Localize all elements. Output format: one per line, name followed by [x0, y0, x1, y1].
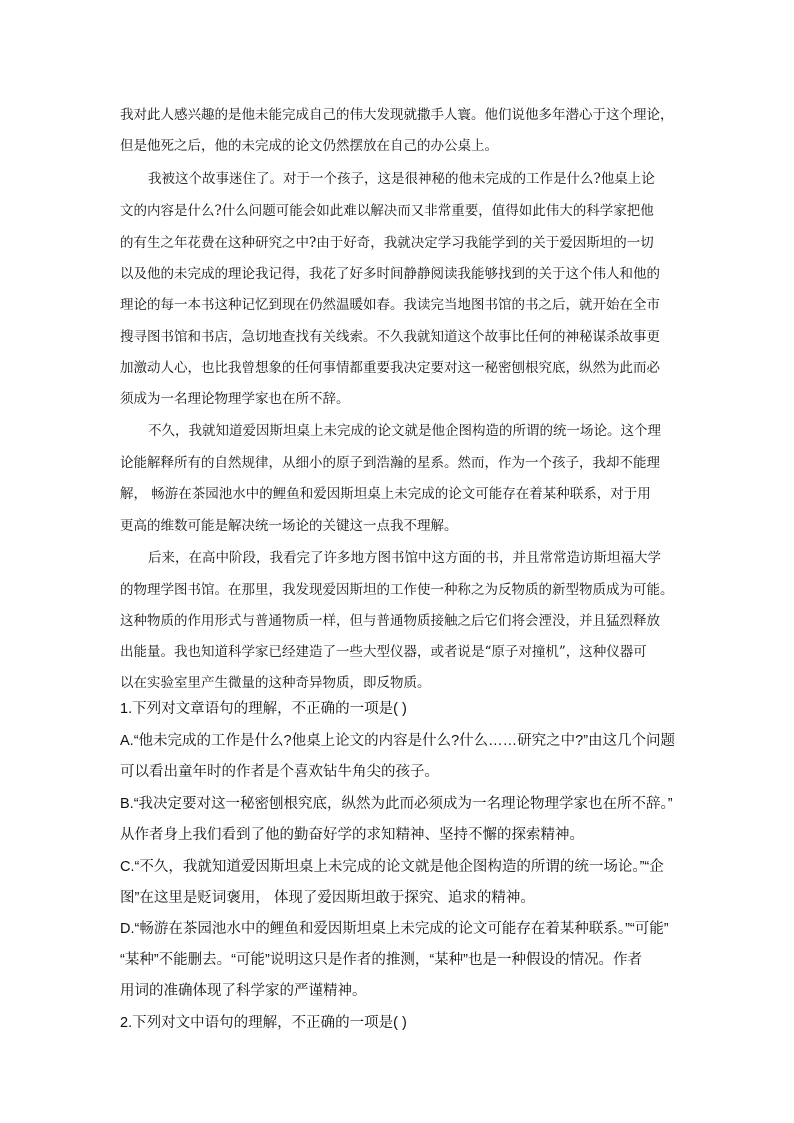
passage-line: 这种物质的作用形式与普通物质一样，但与普通物质接触之后它们将会湮没，并且猛烈释放: [120, 613, 660, 629]
option-line: A.“他未完成的工作是什么?他桌上论文的内容是什么?什么……研究之中?”由这几个问题: [120, 733, 676, 749]
option-line: D.“畅游在茶园池水中的鲤鱼和爱因斯坦桌上未完成的论文可能存在着某种联系。”“可能”: [120, 921, 669, 937]
option-line: 从作者身上我们看到了他的勤奋好学的求知精神、坚持不懈的探索精神。: [120, 827, 584, 843]
passage-line: 我对此人感兴趣的是他未能完成自己的伟大发现就撒手人寰。他们说他多年潜心于这个理论，: [120, 107, 674, 123]
option-line: 可以看出童年时的作者是个喜欢钻牛角尖的孩子。: [120, 764, 439, 780]
option-line: 图”在这里是贬词褒用， 体现了爱因斯坦敢于探究、追求的精神。: [120, 890, 535, 906]
option-line: C.“不久，我就知道爱因斯坦桌上未完成的论文就是他企图构造的所谓的统一场论。”“企: [120, 859, 664, 875]
passage-line: 但是他死之后，他的未完成的论文仍然摆放在自己的办公桌上。: [120, 138, 498, 154]
option-line: 用词的准确体现了科学家的严谨精神。: [120, 983, 367, 999]
passage-line: 解， 畅游在茶园池水中的鲤鱼和爱因斯坦桌上未完成的论文可能存在着某种联系，对于用: [120, 486, 651, 502]
passage-line: 不久，我就知道爱因斯坦桌上未完成的论文就是他企图构造的所谓的统一场论。这个理: [148, 423, 661, 439]
passage-line: 以及他的未完成的理论我记得，我花了好多时间静静阅读我能够找到的关于这个伟人和他的: [120, 266, 660, 282]
passage-line: 理论的每一本书这种记忆到现在仍然温暖如春。我读完当地图书馆的书之后，就开始在全市: [120, 297, 660, 313]
passage-line: 出能量。我也知道科学家已经建造了一些大型仪器，或者说是“原子对撞机”，这种仪器可: [120, 644, 647, 660]
passage-line: 须成为一名理论物理学家也在所不辞。: [120, 391, 350, 407]
passage-line: 的物理学图书馆。在那里，我发现爱因斯坦的工作使一种称之为反物质的新型物质成为可能。: [120, 582, 674, 598]
option-line: “某种”不能删去。“可能”说明这只是作者的推测，“某种”也是一种假设的情况。作者: [120, 952, 642, 968]
passage-line: 搜寻图书馆和书店，急切地查找有关线索。不久我就知道这个故事比任何的神秘谋杀故事更: [120, 329, 660, 345]
passage-line: 加激动人心，也比我曾想象的任何事情都重要我决定要对这一秘密刨根究底，纵然为此而必: [120, 360, 660, 376]
option-line: B.“我决定要对这一秘密刨根究底，纵然为此而必须成为一名理论物理学家也在所不辞。”: [120, 796, 673, 812]
passage-line: 更高的维数可能是解决统一场论的关键这一点我不理解。: [120, 518, 458, 534]
passage-line: 我被这个故事迷住了。对于一个孩子，这是很神秘的他未完成的工作是什么?他桌上论: [148, 171, 655, 187]
passage-line: 以在实验室里产生微量的这种奇异物质，即反物质。: [120, 675, 431, 691]
question-stem: 2.下列对文中语句的理解，不正确的一项是( ): [120, 1015, 407, 1031]
question-stem: 1.下列对文章语句的理解，不正确的一项是( ): [120, 701, 407, 717]
passage-line: 的有生之年花费在这种研究之中?由于好奇，我就决定学习我能学到的关于爱因斯坦的一切: [120, 235, 654, 251]
passage-line: 后来，在高中阶段，我看完了许多地方图书馆中这方面的书，并且常常造访斯坦福大学: [148, 550, 661, 566]
passage-line: 文的内容是什么?什么问题可能会如此难以解决而又非常重要，值得如此伟大的科学家把他: [120, 203, 654, 219]
passage-line: 论能解释所有的自然规律，从细小的原子到浩瀚的星系。然而，作为一个孩子，我却不能理: [120, 455, 660, 471]
